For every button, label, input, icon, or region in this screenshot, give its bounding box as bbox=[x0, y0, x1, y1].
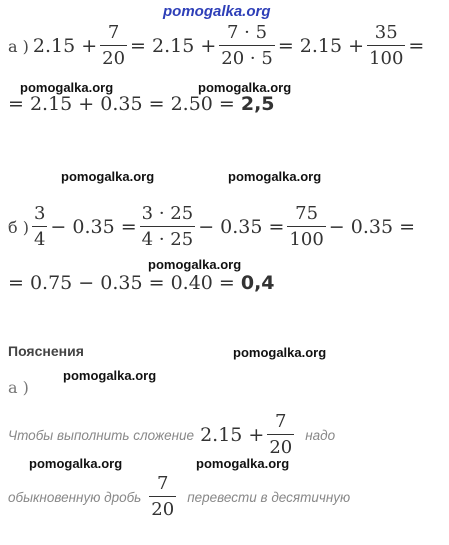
part-a-label: а ) bbox=[8, 36, 29, 56]
explanation-fraction-1 bbox=[267, 413, 294, 457]
fraction-denominator: 20 · 5 bbox=[221, 48, 273, 69]
fraction-denominator: 4 bbox=[33, 229, 46, 250]
explanation-line-2 bbox=[8, 475, 350, 519]
watermark: pomogalka.org bbox=[61, 169, 155, 184]
watermark: pomogalka.org bbox=[29, 456, 123, 471]
fraction-denominator: 20 bbox=[269, 437, 293, 458]
part-a-line-2 bbox=[8, 93, 275, 115]
watermark: pomogalka.org bbox=[228, 169, 322, 184]
explanation-line-1-pre: Чтобы выполнить сложение bbox=[8, 427, 195, 443]
fraction-denominator: 100 bbox=[289, 229, 324, 250]
fraction-denominator: 20 bbox=[151, 499, 175, 520]
part-a-term-2: = 2.15 + bbox=[130, 35, 217, 57]
fraction-numerator: 3 bbox=[33, 203, 46, 224]
fraction-denominator: 4 · 25 bbox=[141, 229, 194, 250]
fraction-numerator: 7 bbox=[107, 22, 120, 43]
watermark: pomogalka.org bbox=[148, 257, 242, 272]
explanation-line-1 bbox=[8, 413, 335, 457]
part-a-result-text: = 2.15 + 0.35 = 2.50 = bbox=[8, 93, 235, 115]
explanation-line-2-post: перевести в десятичную bbox=[187, 489, 351, 505]
part-b-line-2 bbox=[8, 272, 275, 294]
explanation-line-1-post: надо bbox=[305, 427, 336, 443]
explanation-fraction-2 bbox=[149, 475, 176, 519]
explanation-line-2-pre: обыкновенную дробь bbox=[8, 489, 142, 505]
watermark: pomogalka.org bbox=[198, 80, 292, 95]
fraction-numerator: 7 bbox=[157, 473, 169, 494]
fraction-numerator: 7 bbox=[275, 411, 287, 432]
part-b-result-text: = 0.75 − 0.35 = 0.40 = bbox=[8, 272, 235, 294]
fraction-denominator: 20 bbox=[102, 48, 126, 69]
part-a-fraction-2 bbox=[219, 24, 275, 68]
watermark: pomogalka.org bbox=[233, 345, 327, 360]
part-b-term-3: − 0.35 = bbox=[328, 216, 416, 238]
watermark: pomogalka.org bbox=[63, 368, 157, 383]
part-b-fraction-2 bbox=[140, 205, 196, 249]
watermark-top: pomogalka.org bbox=[163, 3, 271, 20]
part-a-term-4: = bbox=[408, 35, 425, 57]
part-b-term-1: − 0.35 = bbox=[50, 216, 137, 238]
fraction-numerator: 3 · 25 bbox=[141, 203, 194, 224]
part-a-answer: 2,5 bbox=[240, 93, 275, 115]
part-a-line-1 bbox=[8, 24, 424, 68]
part-b-term-2: − 0.35 = bbox=[198, 216, 285, 238]
part-a-term-1: 2.15 + bbox=[32, 35, 98, 57]
explanation-label: а ) bbox=[8, 378, 29, 397]
fraction-numerator: 75 bbox=[295, 203, 319, 224]
part-b-answer: 0,4 bbox=[240, 272, 275, 294]
part-b-fraction-3 bbox=[287, 205, 325, 249]
part-a-fraction-3 bbox=[367, 24, 405, 68]
part-a-term-3: = 2.15 + bbox=[277, 35, 365, 57]
watermark: pomogalka.org bbox=[196, 456, 290, 471]
fraction-denominator: 100 bbox=[369, 48, 404, 69]
explanation-line-1-expr: 2.15 + bbox=[200, 424, 265, 446]
watermark: pomogalka.org bbox=[20, 80, 114, 95]
part-b-label: б ) bbox=[8, 217, 29, 237]
fraction-numerator: 7 · 5 bbox=[227, 22, 268, 43]
explanation-heading: Пояснения bbox=[8, 343, 84, 359]
part-b-fraction-1 bbox=[32, 205, 47, 249]
fraction-numerator: 35 bbox=[374, 22, 398, 43]
part-a-fraction-1 bbox=[100, 24, 127, 68]
part-b-line-1 bbox=[8, 205, 415, 249]
